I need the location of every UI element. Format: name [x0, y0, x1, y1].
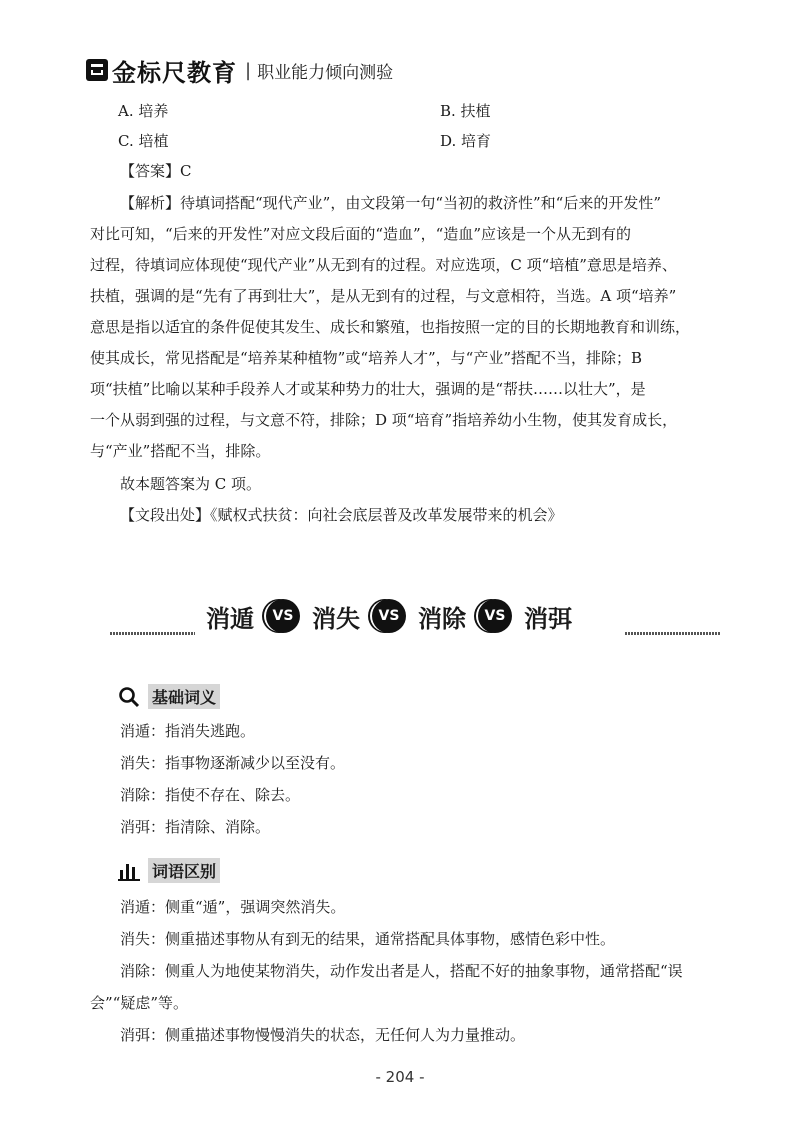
option-a: A. 培养 — [118, 102, 169, 120]
answer: 【答案】C — [120, 162, 192, 180]
definition-item: 消弭：指清除、消除。 — [120, 818, 271, 836]
definition-item: 消除：指使不存在、除去。 — [120, 786, 301, 804]
banner-word: 消弭 — [524, 603, 572, 633]
banner-word: 消除 — [418, 603, 466, 633]
banner-word: 消失 — [312, 603, 360, 633]
analysis-line: 项“扶植”比喻以某种手段养人才或某种势力的壮大，强调的是“帮扶……以壮大”，是 — [90, 380, 646, 398]
analysis-line: 【解析】待填词搭配“现代产业”，由文段第一句“当初的救济性”和“后来的开发性” — [120, 194, 662, 212]
difference-item: 消失：侧重描述事物从有到无的结果，通常搭配具体事物，感情色彩中性。 — [120, 930, 616, 948]
section-title: 词语区别 — [148, 858, 220, 883]
difference-item: 会”“疑虑”等。 — [90, 994, 189, 1012]
brand-name: 金标尺教育 — [112, 58, 237, 87]
banner-rule-right — [625, 632, 720, 635]
difference-item: 消遁：侧重“遁”，强调突然消失。 — [120, 898, 346, 916]
analysis-line: 扶植，强调的是“先有了再到壮大”，是从无到有的过程，与文意相符，当选。A 项“培养” — [90, 287, 677, 305]
option-c: C. 培植 — [118, 132, 169, 150]
section-basic-header — [118, 684, 220, 709]
header-subtitle: 职业能力倾向测验 — [257, 62, 394, 83]
analysis-line: 过程，待填词应体现使“现代产业”从无到有的过程。对应选项，C 项“培植”意思是培养、 — [90, 256, 677, 274]
magnifier-icon — [118, 686, 140, 708]
analysis-line: 意思是指以适宜的条件促使其发生、成长和繁殖，也指按照一定的目的长期地教育和训练， — [90, 318, 691, 336]
option-b: B. 扶植 — [440, 102, 491, 120]
source: 【文段出处】《赋权式扶贫：向社会底层普及改革发展带来的机会》 — [120, 506, 563, 524]
brand-logo-icon — [86, 59, 108, 81]
vs-icon: VS — [478, 599, 512, 633]
difference-item: 消除：侧重人为地使某物消失，动作发出者是人，搭配不好的抽象事物，通常搭配“误 — [120, 962, 683, 980]
banner-rule-left — [110, 632, 195, 635]
analysis-line: 使其成长，常见搭配是“培养某种植物”或“培养人才”，与“产业”搭配不当，排除；B — [90, 349, 643, 367]
vs-icon: VS — [266, 599, 300, 633]
section-diff-header — [118, 858, 220, 883]
header-separator: | — [245, 59, 252, 81]
banner-word: 消遁 — [206, 603, 254, 633]
definition-item: 消遁：指消失逃跑。 — [120, 722, 256, 740]
bar-chart-icon — [118, 860, 140, 882]
vs-icon: VS — [372, 599, 406, 633]
difference-item: 消弭：侧重描述事物慢慢消失的状态，无任何人为力量推动。 — [120, 1026, 526, 1044]
option-d: D. 培育 — [440, 132, 492, 150]
page-header — [86, 53, 393, 87]
section-title: 基础词义 — [148, 684, 220, 709]
conclusion: 故本题答案为 C 项。 — [120, 475, 262, 493]
analysis-line: 对比可知，“后来的开发性”对应文段后面的“造血”，“造血”应该是一个从无到有的 — [90, 225, 632, 243]
page-number: - 204 - — [375, 1068, 425, 1086]
vs-banner — [110, 590, 720, 646]
analysis-line: 与“产业”搭配不当，排除。 — [90, 442, 271, 460]
definition-item: 消失：指事物逐渐减少以至没有。 — [120, 754, 346, 772]
analysis-line: 一个从弱到强的过程，与文意不符，排除；D 项“培育”指培养幼小生物，使其发育成长， — [90, 411, 678, 429]
